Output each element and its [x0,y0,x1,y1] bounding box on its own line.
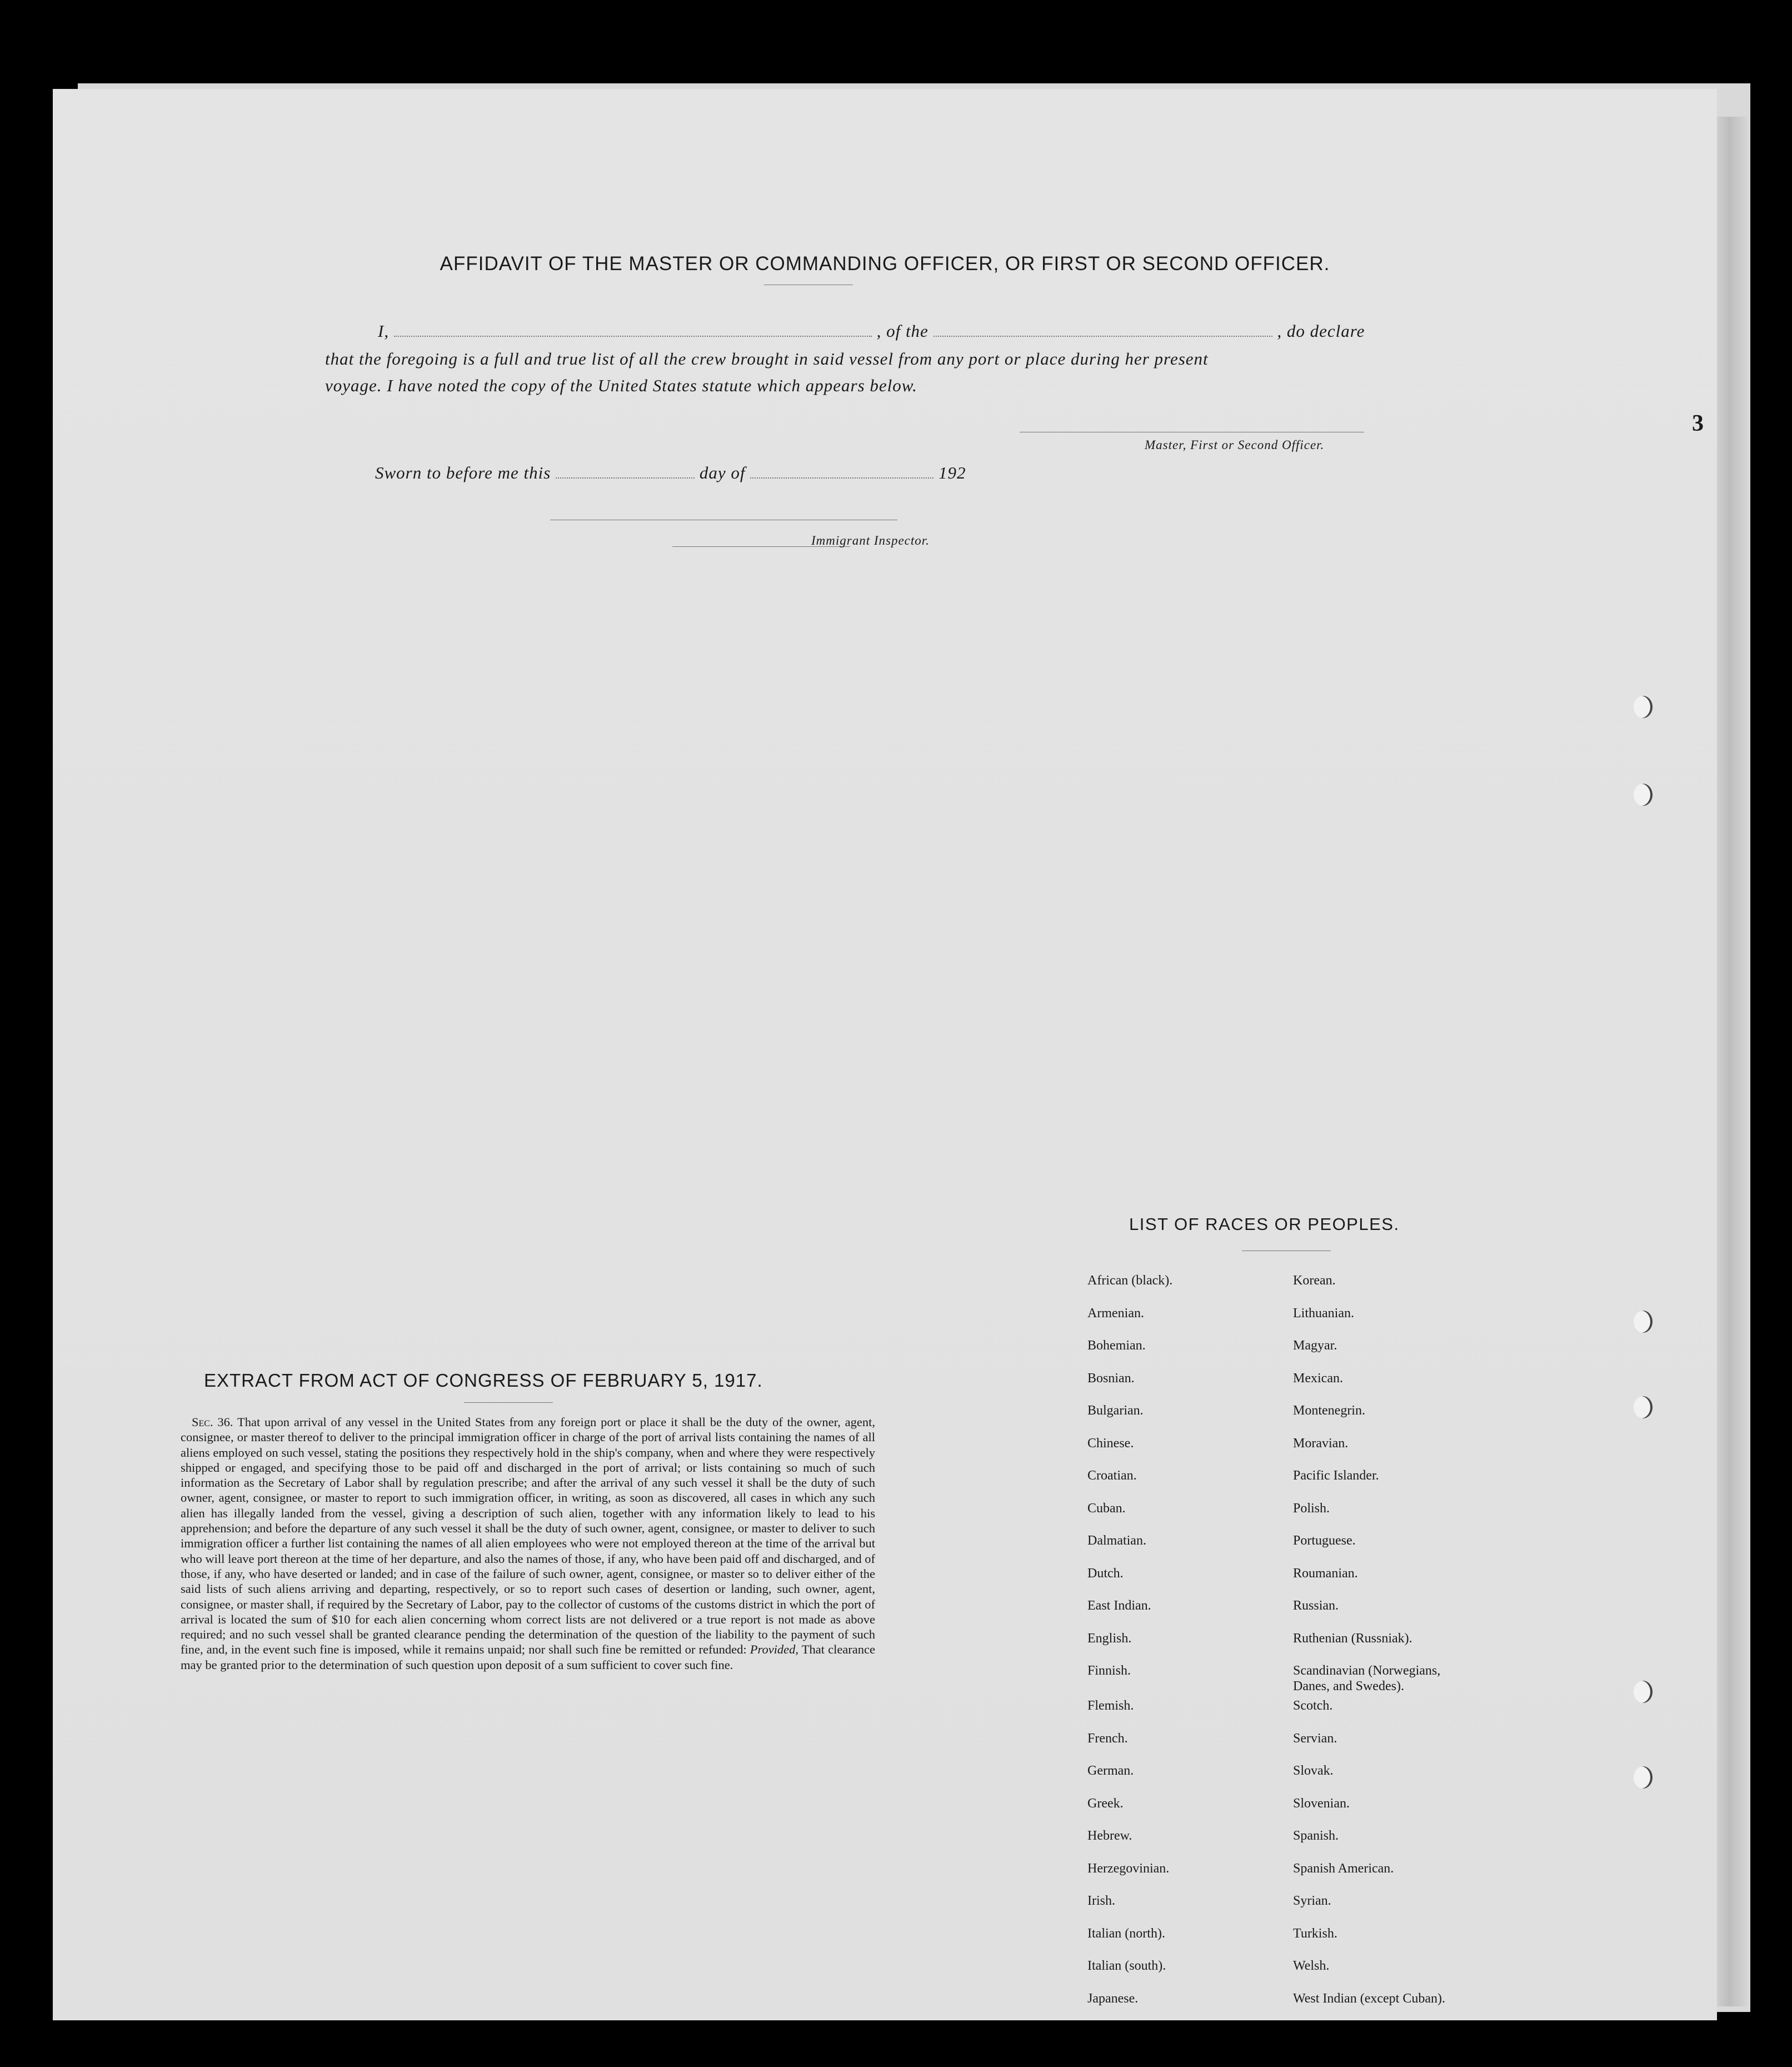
race-item: Magyar. [1293,1338,1337,1353]
of-the-label: , of the [876,321,929,341]
month-field[interactable] [750,466,934,479]
race-item: Syrian. [1293,1894,1331,1908]
race-item: Mexican. [1293,1371,1343,1386]
binder-hole [1634,1311,1653,1333]
race-item: Italian (north). [1087,1926,1165,1941]
declaration-i: I, [378,321,390,341]
race-item: East Indian. [1087,1598,1151,1613]
race-item: Russian. [1293,1598,1339,1613]
sworn-label: Sworn to before me this [375,463,551,482]
binder-hole [1634,696,1653,718]
declaration-line-3: voyage. I have noted the copy of the United States statute which appears below. [325,376,917,395]
extract-title: EXTRACT FROM ACT OF CONGRESS OF FEBRUARY 5, 1917. [204,1370,763,1391]
race-item: Armenian. [1087,1306,1144,1321]
page-edges [1717,117,1748,2006]
race-item: Welsh. [1293,1959,1330,1973]
race-item: African (black). [1087,1273,1173,1288]
race-item: Bohemian. [1087,1338,1146,1353]
statute-body: That upon arrival of any vessel in the United States from any foreign port or place it shall be the duty of the owner, agent, consignee, or master thereof to deliver to the principal immigration officer in charge of the port of arrival lists containing the names of all aliens employed on such vessel, stating the positions they respectively hold in the ship's company, when and where they were respectively shipped or engaged, and specifying those to be paid off and discharged in the port of arrival; or lists containing so much of such information as the Secretary of Labor shall by regulation prescribe; and after the arrival of any such vessel it shall be the duty of such owner, agent, consignee, or master to report to such immigration officer, in writing, as soon as discovered, all cases in which any such alien has illegally landed from the vessel, giving a description of such alien, together with any information likely to lead to his apprehension; and before the departure of any such vessel it shall be the duty of such owner, agent, consignee, or master to deliver to such immigration officer a further list containing the names of all alien employees who were not employed thereon at the time of the arrival but who will leave port thereon at the time of her departure, and also the names of those, if any, who have been paid off and discharged, and of those, if any, who have deserted or landed; and in case of the failure of such owner, agent, consignee, or master so to deliver either of the said lists of such aliens arriving and departing, respectively, or so to report such cases of desertion or landing, such owner, agent, consignee, or master shall, if required by the Secretary of Labor, pay to the collector of customs of the customs district in which the port of arrival is located the sum of $10 for each alien concerning whom correct lists are not delivered or a true report is not made as above required; and no such vessel shall be granted clearance pending the determination of the question of the liability to the payment of such fine, and, in the event such fine is imposed, while it remains unpaid; nor shall such fine be remitted or refunded: [181,1415,876,1657]
race-item: Spanish. [1293,1829,1339,1843]
year-label: 192 [938,463,966,482]
race-item: Polish. [1293,1501,1330,1516]
day-field[interactable] [556,466,695,479]
binder-hole [1634,1681,1653,1703]
race-item: German. [1087,1764,1134,1778]
race-item: Chinese. [1087,1436,1134,1451]
statute-text [181,1414,875,1672]
inspector-caption: Immigrant Inspector. [811,534,930,547]
race-item: Japanese. [1087,1991,1139,2006]
race-item: West Indian (except Cuban). [1293,1991,1445,2006]
provided-label: Provided, [750,1642,799,1657]
extract-divider [464,1402,553,1403]
race-item: Flemish. [1087,1699,1134,1713]
race-item: Scotch. [1293,1699,1333,1713]
name-field[interactable] [394,325,872,337]
binder-hole [1634,784,1653,806]
race-item: Ruthenian (Russniak). [1293,1631,1412,1646]
race-item: English. [1087,1631,1132,1646]
document-page [53,89,1717,2020]
race-item: Dalmatian. [1087,1533,1146,1548]
vessel-field[interactable] [934,325,1272,337]
race-item: Lithuanian. [1293,1306,1354,1321]
races-title: LIST OF RACES OR PEOPLES. [1129,1214,1400,1234]
race-item: Pacific Islander. [1293,1468,1379,1483]
race-item: Scandinavian (Norwegians, Danes, and Swedes). [1293,1663,1441,1694]
race-item: Greek. [1087,1796,1124,1811]
race-item: Bulgarian. [1087,1403,1144,1418]
race-item: Montenegrin. [1293,1403,1365,1418]
race-item: Hebrew. [1087,1829,1132,1843]
signature-caption: Master, First or Second Officer. [1145,438,1325,452]
sworn-line [375,463,966,483]
race-item: Moravian. [1293,1436,1349,1451]
race-item: Finnish. [1087,1663,1131,1678]
race-item: Spanish American. [1293,1861,1394,1876]
do-declare-label: , do declare [1277,321,1365,341]
affidavit-title: AFFIDAVIT OF THE MASTER OR COMMANDING OFFICER, OR FIRST OR SECOND OFFICER. [440,253,1330,275]
race-item: Croatian. [1087,1468,1137,1483]
race-item: Roumanian. [1293,1566,1358,1581]
race-item: French. [1087,1731,1128,1746]
race-item: Italian (south). [1087,1959,1166,1973]
statute-proviso: That clearance may be granted prior to the determination of such question upon deposit of a sum sufficient to cover such fine. [181,1642,875,1672]
race-item: Bosnian. [1087,1371,1135,1386]
race-item: Cuban. [1087,1501,1126,1516]
race-item: Slovenian. [1293,1796,1350,1811]
race-item: Turkish. [1293,1926,1337,1941]
race-item: Korean. [1293,1273,1336,1288]
section-label: Sec. 36. [192,1415,233,1429]
race-item: Irish. [1087,1894,1115,1908]
day-of-label: day of [699,463,746,482]
race-item: Servian. [1293,1731,1337,1746]
race-item: Slovak. [1293,1764,1334,1778]
page-number: 3 [1692,411,1704,436]
declaration-line-2: that the foregoing is a full and true list of all the crew brought in said vessel from any port or place during her present [325,349,1209,368]
binder-hole [1634,1766,1653,1789]
race-item: Portuguese. [1293,1533,1356,1548]
race-item: Herzegovinian. [1087,1861,1170,1876]
binder-hole [1634,1396,1653,1418]
race-item: Dutch. [1087,1566,1124,1581]
declaration-line-1 [378,321,1365,341]
